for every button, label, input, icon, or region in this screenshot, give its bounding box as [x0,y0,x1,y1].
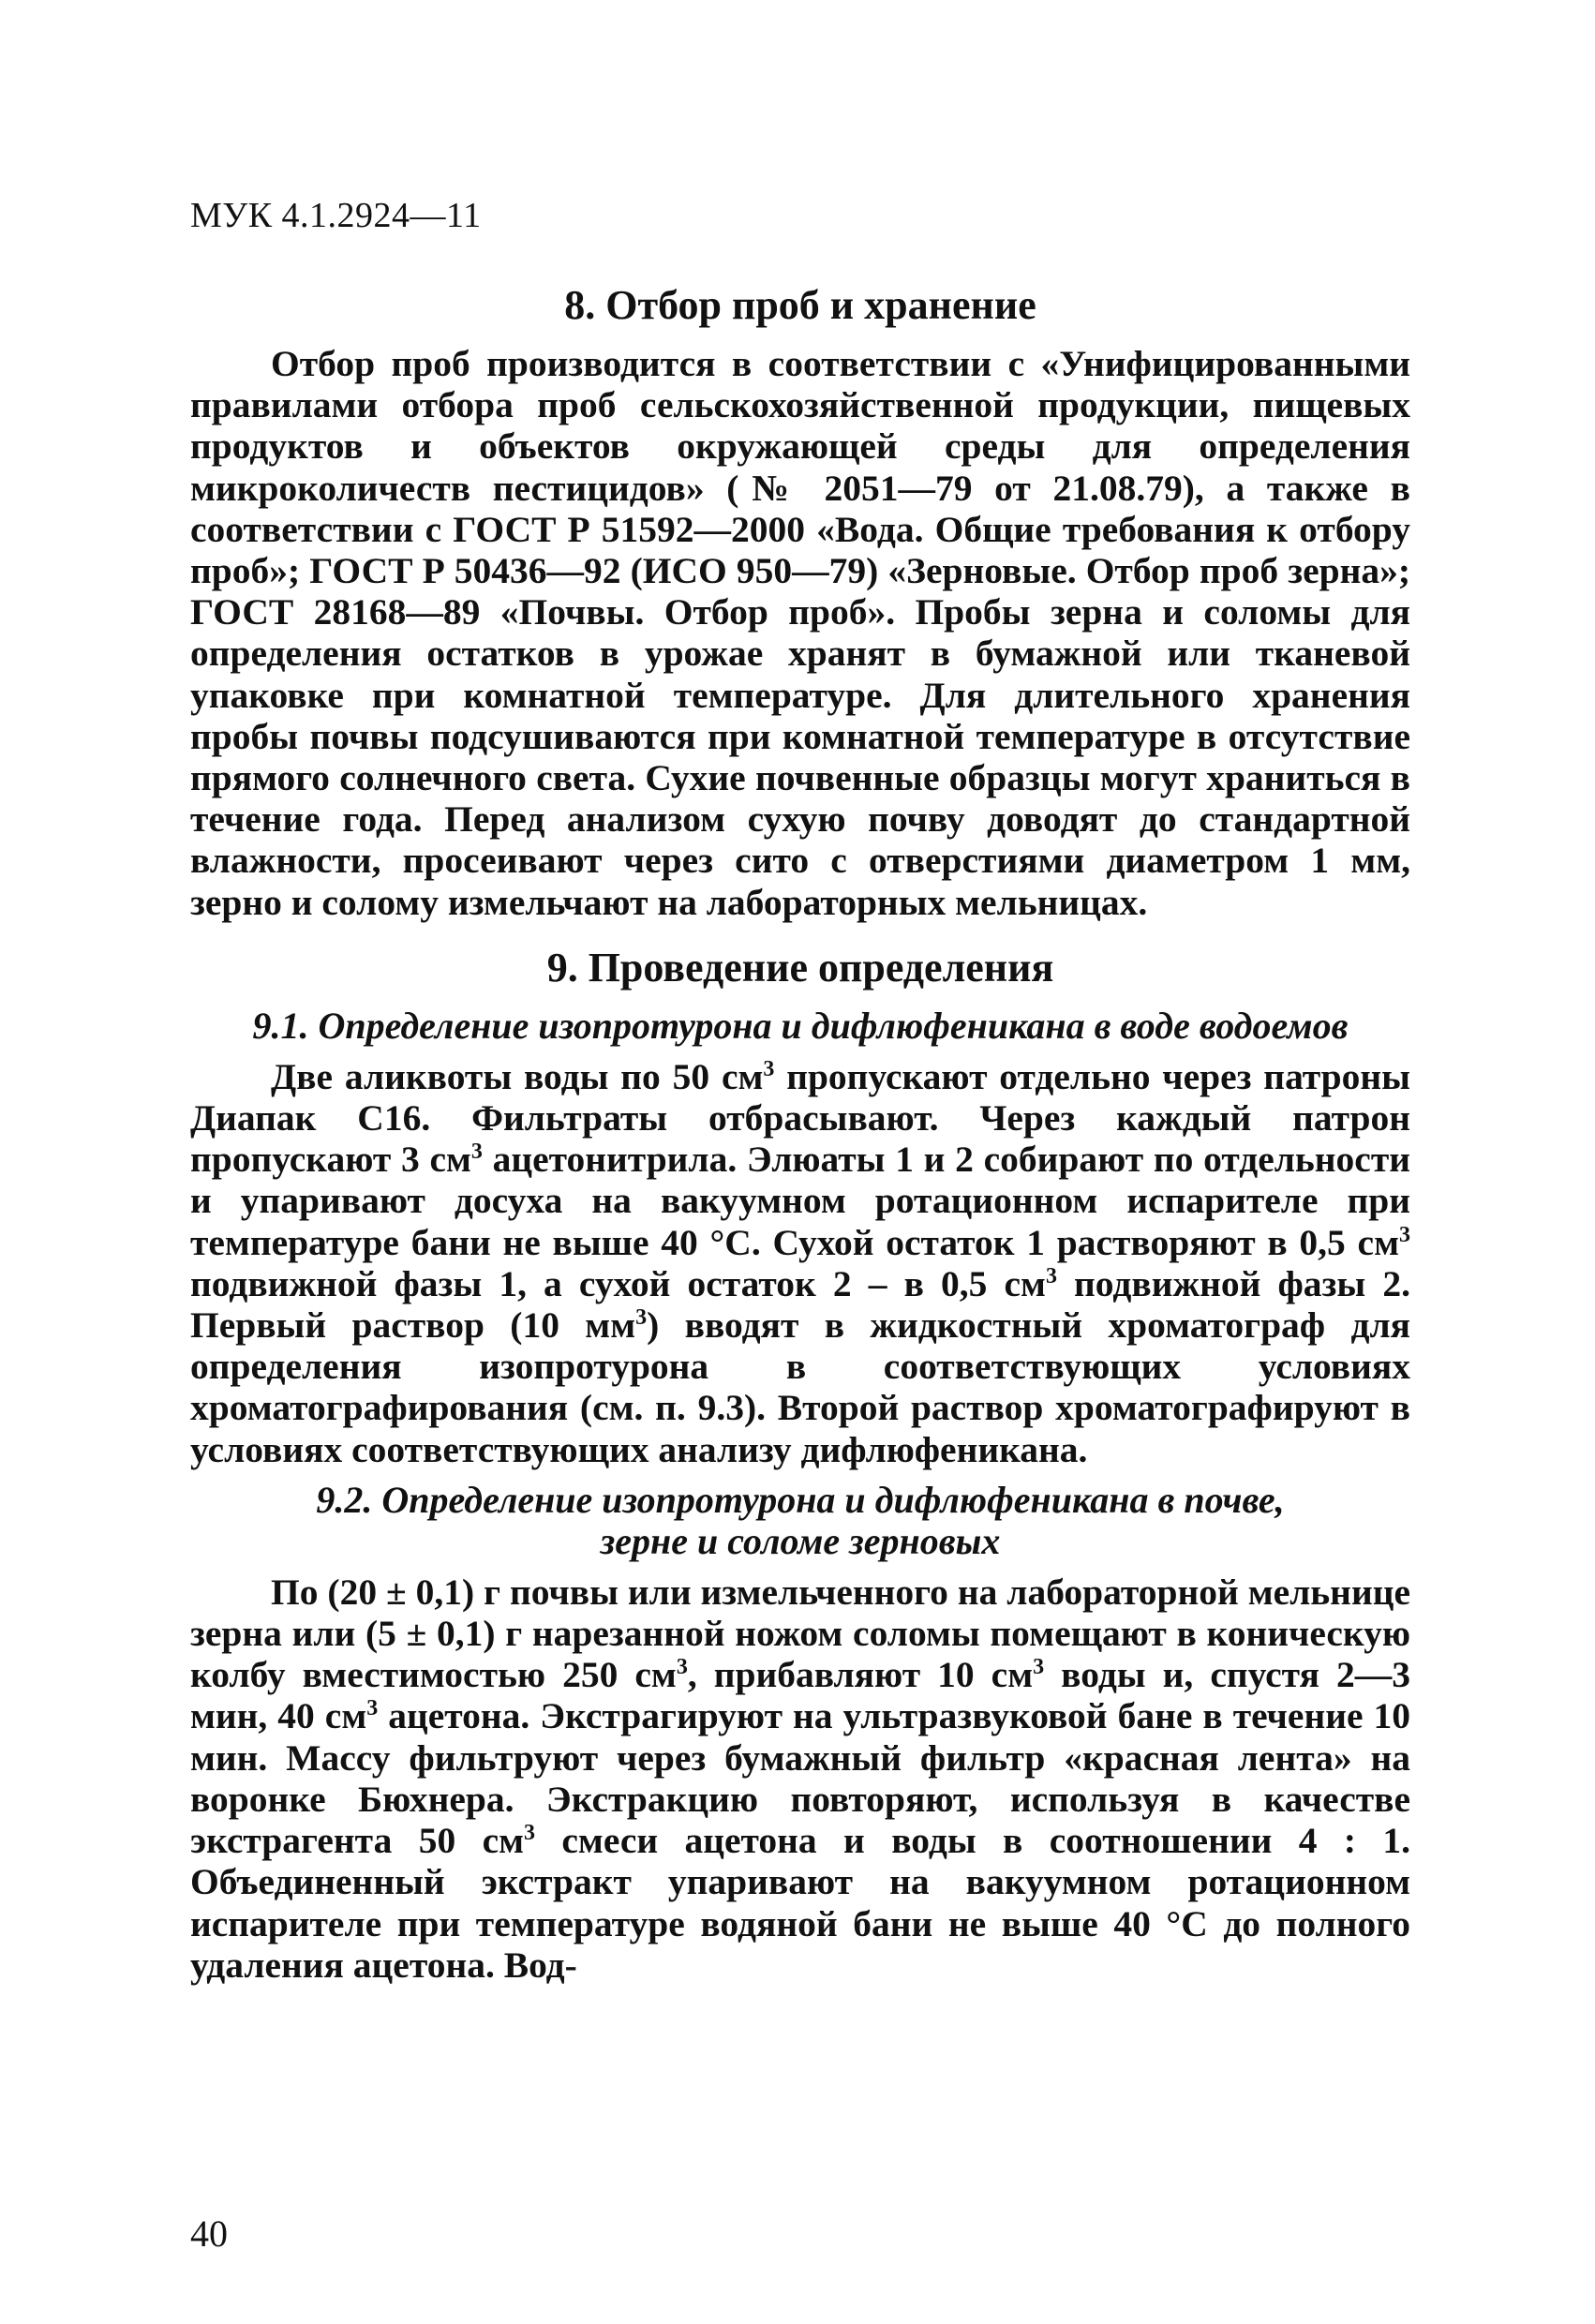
text-run: ) вводят в жидкостный хроматограф для определения изопротурона в соответствующих условиях хроматографирования (см. п. 9.3). Второй раствор хроматографируют в условиях соответствующих анализу дифлюфеникана. [190,1304,1410,1470]
subsection-9-2-title-line-2: зерне и соломе зерновых [600,1519,1001,1562]
subsection-9-2-title [190,1480,1410,1562]
text-run: По (20 ± 0,1) г почвы или измельченного на лабораторной мельнице зерна или (5 ± 0,1) г нарезанной ножом соломы помещают в коническую колбу вместимостью 250 см [190,1571,1410,1696]
subsection-9-1-title: 9.1. Определение изопротурона и дифлюфеникана в воде водоемов [252,1004,1349,1047]
text-run: воды и, спустя 2—3 мин, 40 см [190,1654,1410,1737]
superscript: 3 [763,1056,775,1081]
superscript: 3 [366,1696,379,1721]
subsection-9-1-paragraph [190,1056,1410,1470]
superscript: 3 [524,1820,536,1845]
text-run: подвижной фазы 1, а сухой остаток 2 – в 0,5 см [190,1262,1046,1304]
text-run: подвижной фазы 2. Первый раствор (10 мм [190,1262,1410,1347]
text-run: Две аликвоты воды по 50 см [271,1055,764,1097]
text-run: ацетонитрила. Элюаты 1 и 2 собирают по отдельности и упаривают досуха на вакуумном ротационном испарителе при температуре бани не выше 40 °С. Сухой остаток 1 растворяют в 0,5 см [190,1139,1410,1263]
page-number: 40 [190,2212,228,2255]
subsection-9-2-paragraph [190,1572,1410,1986]
text-run: ацетона. Экстрагируют на ультразвуковой бане в течение 10 мин. Массу фильтруют через бумажный фильтр «красная лента» на воронке Бюхнера. Экстракцию повторяют, используя в качестве экстрагента 50 см [190,1695,1410,1862]
superscript: 3 [470,1140,483,1165]
superscript: 3 [635,1304,648,1330]
superscript: 3 [1033,1655,1045,1680]
document-code: МУК 4.1.2924—11 [190,196,482,235]
section-8-paragraph: Отбор проб производится в соответствии с «Унифицированными правилами отбора проб сельскохозяйственной продукции, пищевых продуктов и объектов окружающей среды для определения микроколичеств пестицидов» (№ 2051—79 от 21.08.79), а также в соответствии с ГОСТ Р 51592—2000 «Вода. Общие требования к отбору проб»; ГОСТ Р 50436—92 (ИСО 950—79) «Зерновые. Отбор проб зерна»; ГОСТ 28168—89 «Почвы. Отбор проб». Пробы зерна и соломы для определения остатков в урожае хранят в бумажной или тканевой упаковке при комнатной температуре. Для длительного хранения пробы почвы подсушиваются при комнатной температуре в отсутствие прямого солнечного света. Сухие почвенные образцы могут храниться в течение года. Перед анализом сухую почву доводят до стандартной влажности, просеивают через сито с отверстиями диаметром 1 мм, зерно и солому измельчают на лабораторных мельницах. [190,343,1410,923]
text-run: , прибавляют 10 см [687,1654,1034,1696]
section-9-title: 9. Проведение определения [546,944,1054,991]
superscript: 3 [1045,1263,1057,1289]
page-content [190,281,1410,1986]
text-run: смеси ацетона и воды в соотношении 4 : 1. Объединенный экстракт упаривают на вакуумном ротационном испарителе при температуре водяной бани не выше 40 °С до полного удаления ацетона. Вод- [190,1820,1410,1986]
subsection-9-2-title-line-1: 9.2. Определение изопротурона и дифлюфеникана в почве, [316,1478,1285,1521]
superscript: 3 [1399,1222,1410,1247]
text-run: пропускают отдельно через патроны Диапак С16. Фильтраты отбрасывают. Через каждый патрон пропускают 3 см [190,1055,1410,1181]
superscript: 3 [676,1655,688,1680]
section-8-title: 8. Отбор проб и хранение [564,282,1036,328]
